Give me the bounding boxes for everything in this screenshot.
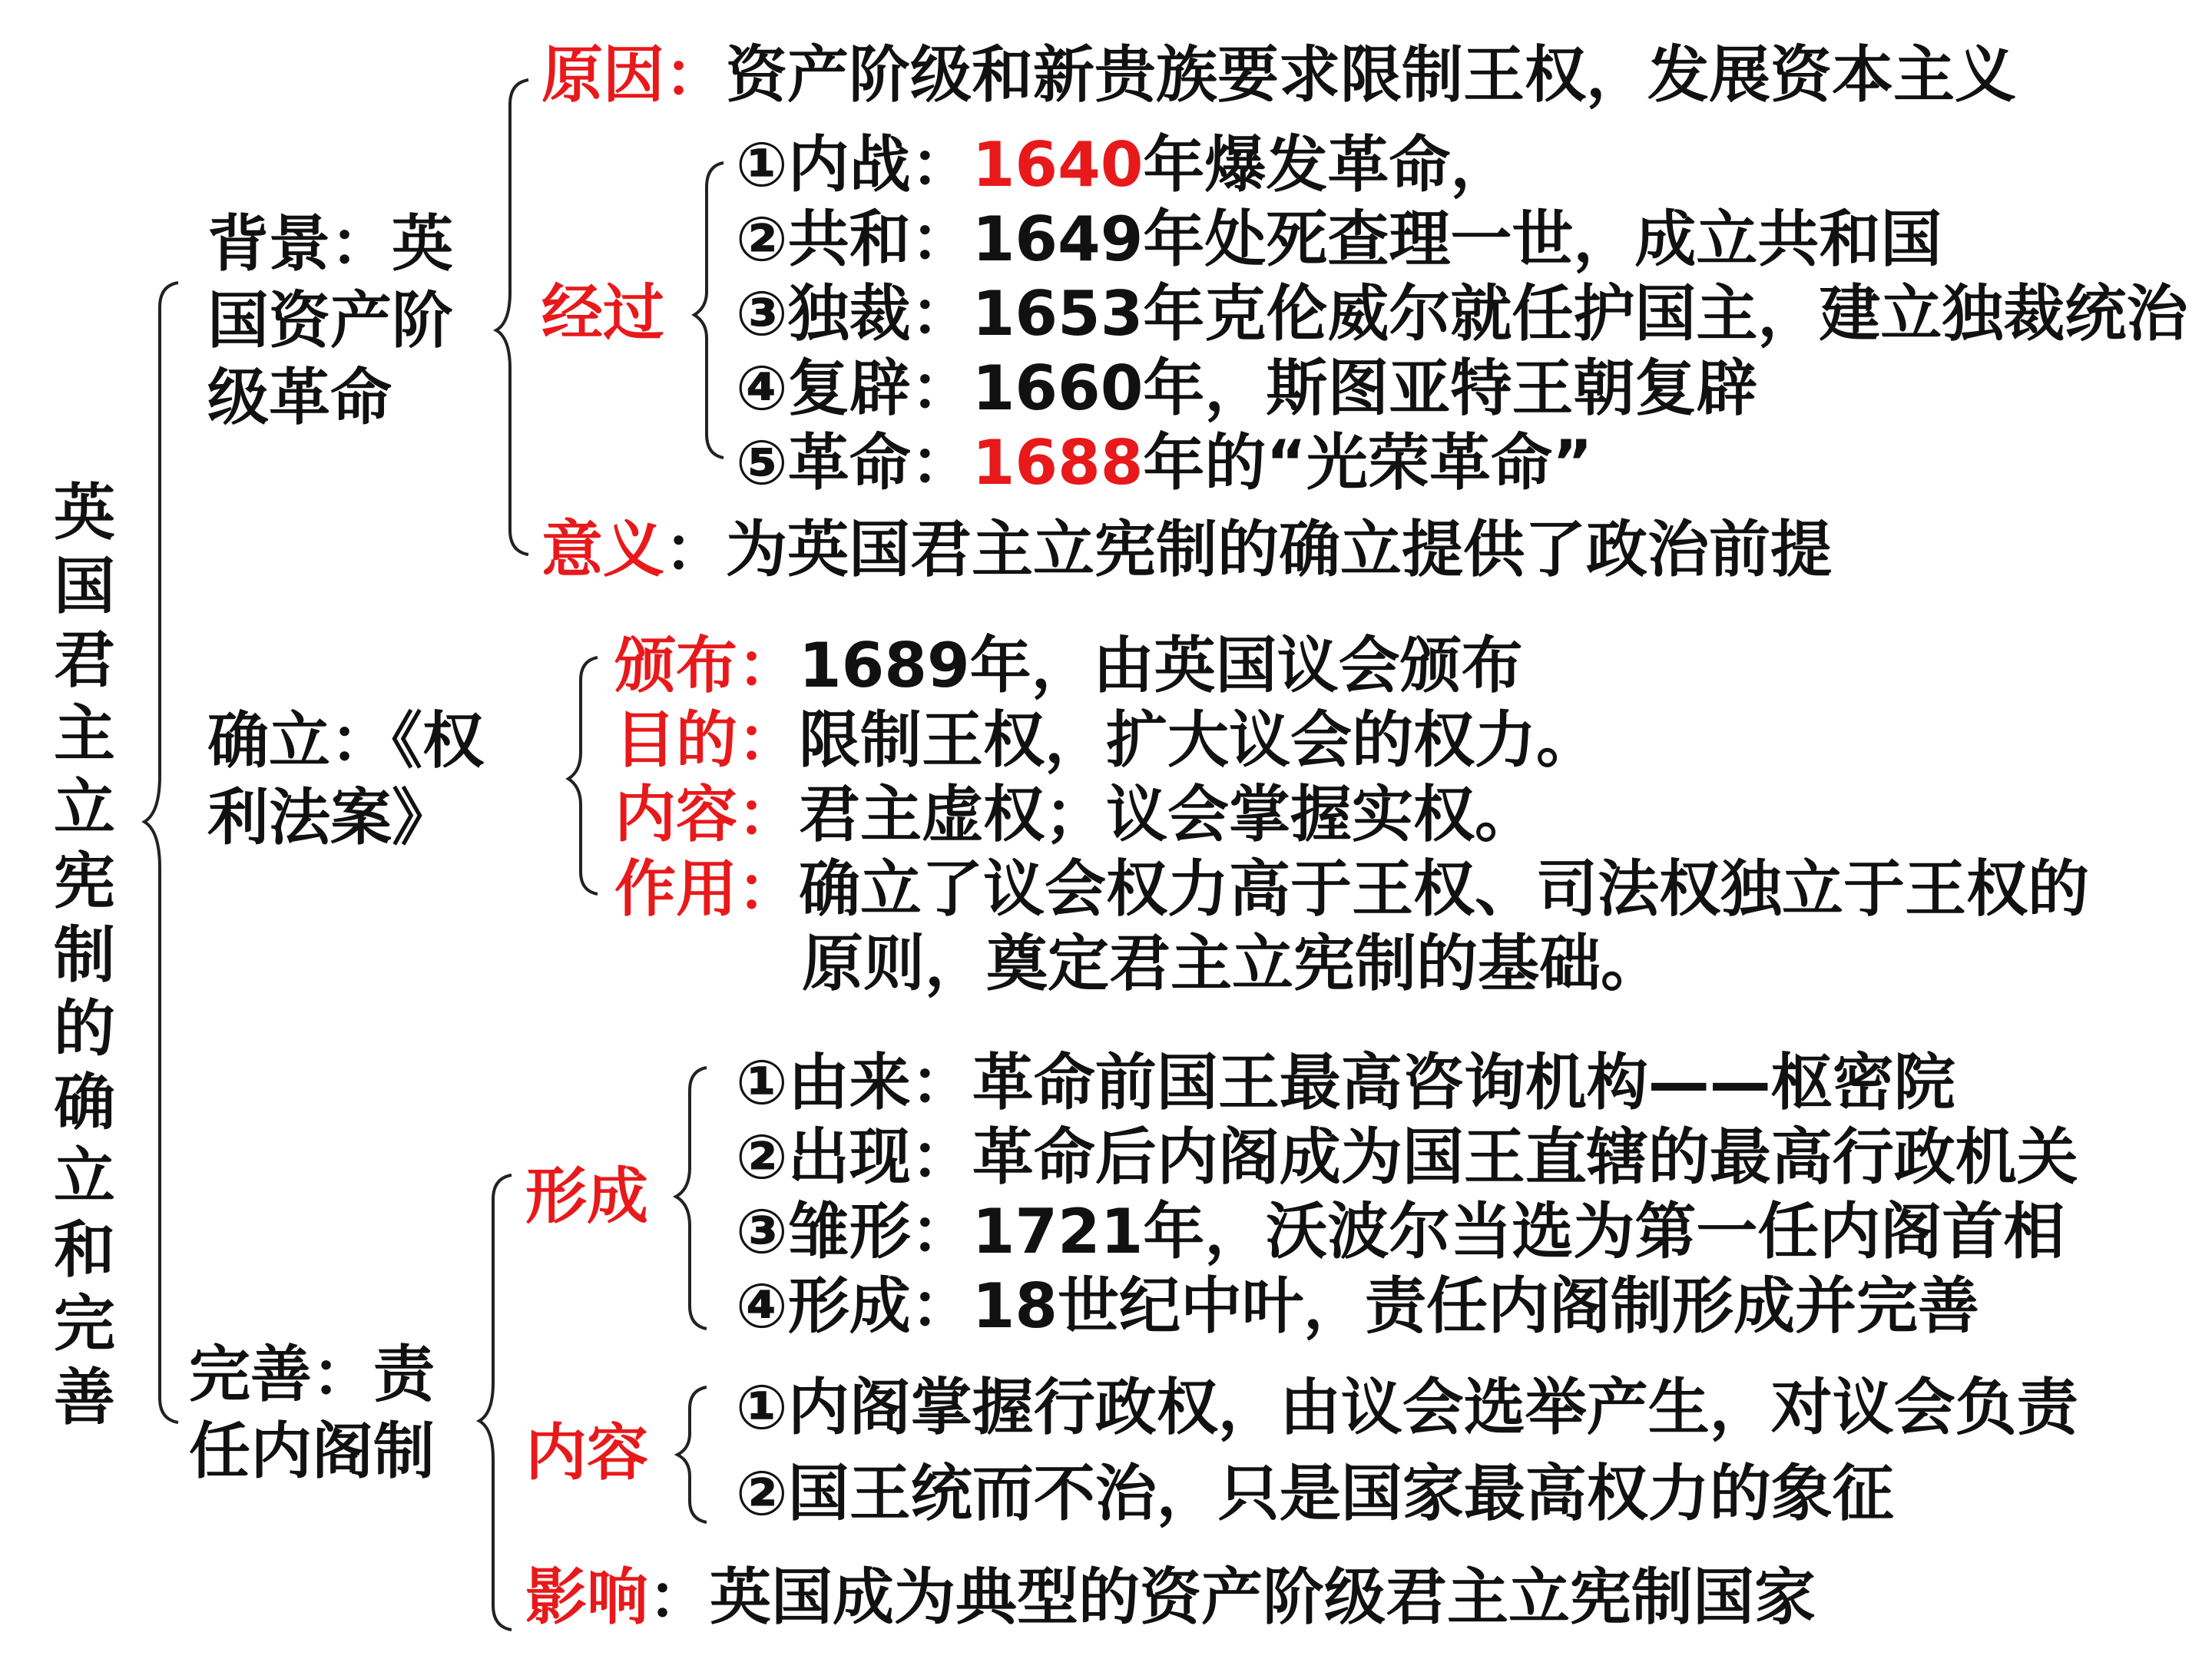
establishment-row: [614, 630, 1523, 701]
process-brace: [694, 163, 724, 458]
establishment-text: 确立了议会权力高于王权、司法权独立于王权的: [799, 853, 2089, 925]
influence-row: [525, 1561, 1816, 1633]
process-item: ③独裁：1653年克伦威尔就任护国主，建立独裁统治: [736, 278, 2188, 349]
cause-text: 资产阶级和新贵族要求限制王权，发展资本主义: [726, 39, 2016, 111]
process-item: ②共和：1649年处死查理一世，成立共和国: [736, 204, 1942, 275]
process-item-suffix: 年爆发革命，: [1143, 129, 1512, 200]
cause-row: [541, 39, 2016, 111]
formation-item: ①由来：革命前国王最高咨询机构——枢密院: [736, 1047, 1955, 1118]
process-item: [736, 129, 1512, 200]
process-key: 经过: [541, 277, 664, 349]
establishment-text: 限制王权，扩大议会的权力。: [799, 704, 1598, 776]
significance-row: [541, 514, 1832, 585]
establishment-key: 颁布：: [614, 630, 799, 701]
background-brace: [496, 80, 528, 555]
establishment-brace: [568, 657, 598, 894]
establishment-text: 君主虚权；议会掌握实权。: [799, 779, 1536, 850]
significance-text: 为英国君主立宪制的确立提供了政治前提: [726, 514, 1832, 585]
formation-brace: [676, 1068, 707, 1329]
content-brace: [677, 1387, 707, 1522]
perfection-brace: [479, 1175, 512, 1630]
influence-sep: ：: [648, 1561, 710, 1633]
establishment-key: 目的：: [614, 704, 799, 776]
formation-key: 形成: [525, 1161, 648, 1232]
process-item-year: 1640: [972, 129, 1144, 200]
significance-sep: ：: [664, 514, 726, 585]
content-item: ②国王统而不治，只是国家最高权力的象征: [736, 1458, 1894, 1529]
significance-key: 意义: [541, 514, 664, 585]
cause-key: 原因：: [541, 39, 726, 111]
formation-item: ②出现：革命后内阁成为国王直辖的最高行政机关: [736, 1121, 2078, 1193]
process-item-suffix: 年的“光荣革命”: [1143, 427, 1593, 498]
section-background-label: 背景：英国资产阶级革命: [207, 208, 453, 433]
root-title: 英国君主立宪制的确立和完善: [54, 477, 115, 1433]
section-establishment-label: 确立：《权利法案》: [207, 705, 484, 853]
establishment-row: [614, 779, 1536, 850]
establishment-row: [614, 853, 2089, 925]
establishment-row: [614, 704, 1598, 776]
influence-key: 影响: [525, 1561, 648, 1633]
formation-item: ③雏形：1721年，沃波尔当选为第一任内阁首相: [736, 1196, 2065, 1267]
influence-text: 英国成为典型的资产阶级君主立宪制国家: [710, 1561, 1816, 1633]
establishment-key: 作用：: [614, 853, 799, 925]
establishment-text: 1689年，由英国议会颁布: [799, 630, 1523, 701]
process-item-prefix: ①内战：: [736, 129, 972, 200]
process-item-prefix: ⑤革命：: [736, 427, 972, 498]
establishment-key: 内容：: [614, 779, 799, 850]
process-item: [736, 427, 1593, 498]
content-key: 内容: [525, 1417, 648, 1488]
process-item-year: 1688: [972, 427, 1144, 498]
process-item: ④复辟：1660年，斯图亚特王朝复辟: [736, 353, 1758, 424]
formation-item: ④形成：18世纪中叶，责任内阁制形成并完善: [736, 1270, 1980, 1342]
section-perfection-label: 完善：责任内阁制: [189, 1339, 435, 1487]
establishment-text-continued: 原则，奠定君主立宪制的基础。: [802, 928, 1662, 999]
root-brace: [144, 283, 178, 1422]
content-item: ①内阁掌握行政权，由议会选举产生，对议会负责: [736, 1372, 2078, 1443]
